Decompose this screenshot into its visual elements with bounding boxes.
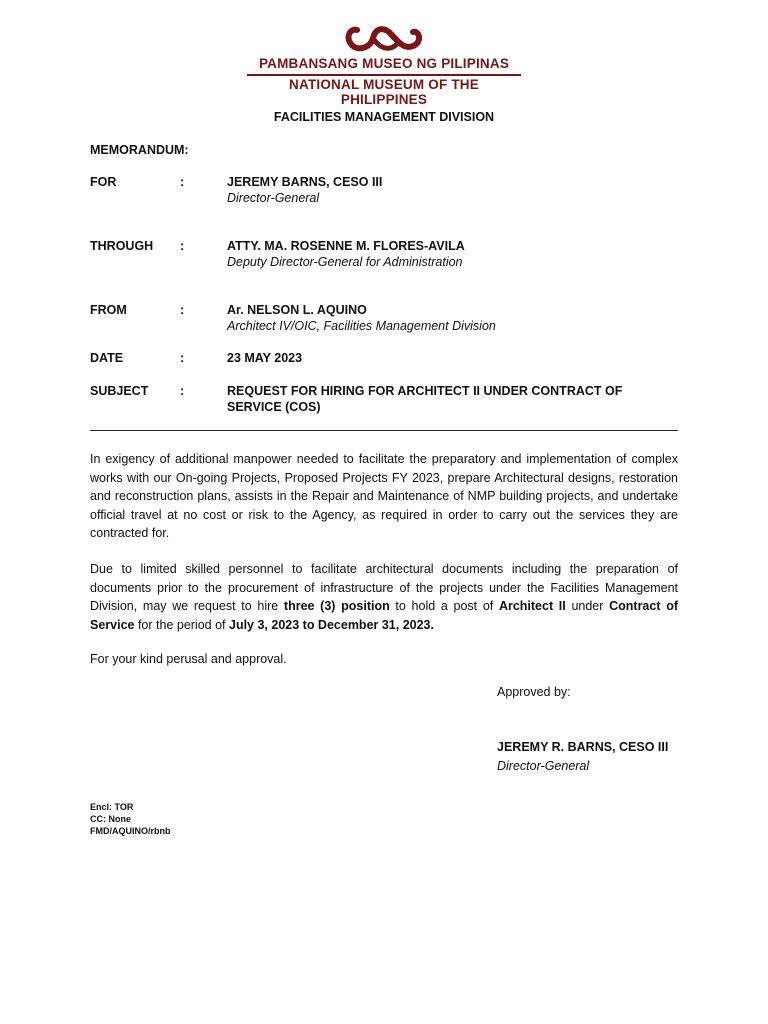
approver-name: JEREMY R. BARNS, CESO III (497, 740, 669, 754)
from-title: Architect IV/OIC, Facilities Management Division (227, 319, 496, 333)
body-paragraph-3: For your kind perusal and approval. (90, 652, 287, 666)
p2-period: July 3, 2023 to December 31, 2023. (229, 617, 434, 632)
for-name: JEREMY BARNS, CESO III (227, 175, 383, 189)
from-colon: : (180, 303, 185, 317)
through-colon: : (180, 239, 185, 253)
p2-text-c: to hold a post of (389, 599, 499, 613)
from-label: FROM (90, 303, 127, 317)
header-divider (90, 430, 678, 431)
cc-note: CC: None (90, 814, 131, 824)
subject-line-2: SERVICE (COS) (227, 400, 321, 414)
date-value: 23 MAY 2023 (227, 351, 303, 365)
for-colon: : (180, 175, 185, 189)
subject-label: SUBJECT (90, 384, 149, 398)
enclosure-note: Encl: TOR (90, 802, 134, 812)
p2-count: three (3) position (283, 599, 390, 613)
through-name: ATTY. MA. ROSENNE M. FLORES-AVILA (227, 239, 465, 253)
memorandum-label: MEMORANDUM: (90, 143, 189, 157)
body-paragraph-1: In exigency of additional manpower needed to facilitate the preparatory and implementation of complex works with our On-going Projects, Proposed Projects FY 2023, prepare Architectural designs, restoration and reconstruction plans, assists in the Repair and Maintenance of NMP building projects, and undertake official travel at no cost or risk to the Agency, as required in order to carry out the services they are contracted for. (90, 452, 678, 540)
p2-text-e: under (565, 599, 610, 613)
for-label: FOR (90, 175, 117, 189)
date-label: DATE (90, 351, 124, 365)
p2-position: Architect II (498, 599, 566, 613)
subject-line-1: REQUEST FOR HIRING FOR ARCHITECT II UNDER CONTRACT OF (227, 384, 623, 398)
for-title: Director-General (227, 191, 320, 205)
p2-contract-type: Contract of Service (90, 599, 678, 632)
p2-text-g: for the period of (134, 617, 229, 632)
body-paragraph-2 (90, 560, 678, 634)
letterhead-line-2: NATIONAL MUSEUM OF THE PHILIPPINES (289, 77, 479, 107)
museum-logo-icon (247, 22, 521, 58)
date-colon: : (180, 351, 185, 365)
through-title: Deputy Director-General for Administration (227, 255, 463, 269)
through-label: THROUGH (90, 239, 154, 253)
letterhead-line-1: PAMBANSANG MUSEO NG PILIPINAS (258, 56, 510, 71)
division-title: FACILITIES MANAGEMENT DIVISION (273, 110, 495, 124)
p2-text-a: Due to limited skilled personnel to facilitate architectural documents including the preparation of documents prior to the procurement of infrastructure of the projects under the Facilities Management Division, may we request to hire (90, 562, 678, 613)
reference-note: FMD/AQUINO/rbnb (90, 826, 171, 836)
from-name: Ar. NELSON L. AQUINO (227, 303, 367, 317)
subject-colon: : (180, 384, 185, 398)
approver-title: Director-General (497, 759, 590, 773)
letterhead-divider (247, 74, 521, 76)
approved-by-label: Approved by: (497, 685, 571, 699)
